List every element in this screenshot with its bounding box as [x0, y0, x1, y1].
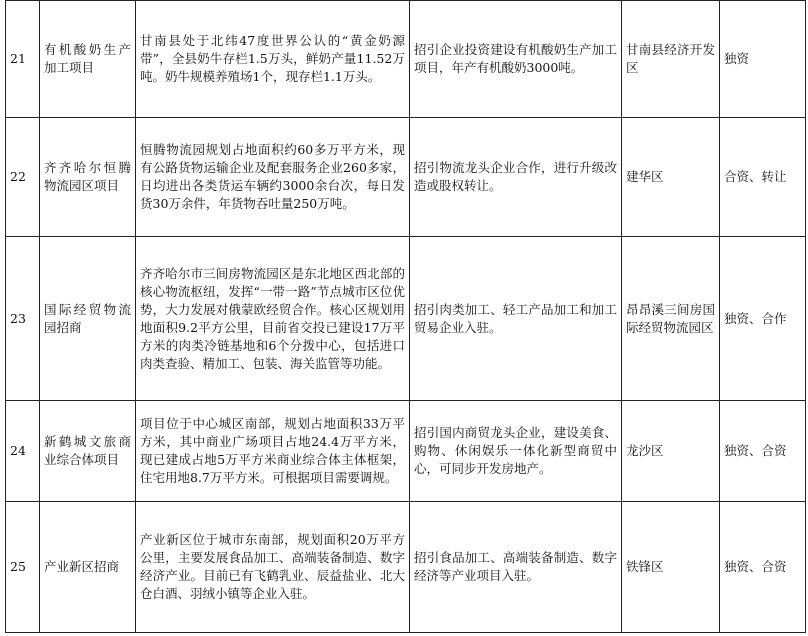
cooperation-mode: 合资、转让 [720, 118, 806, 237]
table-row [6, 401, 806, 502]
cooperation-mode: 独资、合资 [720, 502, 806, 633]
row-number: 21 [6, 1, 40, 118]
cooperation-mode: 独资、合作 [720, 237, 806, 401]
table-row [6, 502, 806, 633]
row-number: 23 [6, 237, 40, 401]
investment-content: 招引企业投资建设有机酸奶生产加工项目，年产有机酸奶3000吨。 [410, 1, 622, 118]
table-row [6, 1, 806, 118]
row-number: 25 [6, 502, 40, 633]
table-row [6, 118, 806, 237]
location: 铁锋区 [622, 502, 720, 633]
project-name: 国际经贸物流园招商 [40, 237, 136, 401]
row-number: 24 [6, 401, 40, 502]
project-description: 恒腾物流园规划占地面积约60多万平方米，现有公路货物运输企业及配套服务企业260多家，日均进出各类货运车辆约3000余台次，每日发货30万余件，年货物吞吐量250万吨。 [136, 118, 410, 237]
investment-content: 招引国内商贸龙头企业，建设美食、购物、休闲娱乐一体化新型商贸中心，可同步开发房地产。 [410, 401, 622, 502]
project-description: 齐齐哈尔市三间房物流园区是东北地区西北部的核心物流枢纽，发挥“一带一路”节点城市区位优势，大力发展对俄蒙欧经贸合作。核心区规划用地面积9.2平方公里，目前省交投已建设17万平方米的肉类冷链基地和6个分拨中心，包括进口肉类查验、精加工、包装、海关监管等功能。 [136, 237, 410, 401]
location: 甘南县经济开发区 [622, 1, 720, 118]
project-description: 甘南县处于北纬47度世界公认的“黄金奶源带”，全县奶牛存栏1.5万头，鲜奶产量11.52万吨。奶牛规模养殖场1个，现存栏1.1万头。 [136, 1, 410, 118]
investment-content: 招引肉类加工、轻工产品加工和加工贸易企业入驻。 [410, 237, 622, 401]
cooperation-mode: 独资、合资 [720, 401, 806, 502]
table-row [6, 237, 806, 401]
location: 龙沙区 [622, 401, 720, 502]
investment-content: 招引物流龙头企业合作，进行升级改造或股权转让。 [410, 118, 622, 237]
project-name: 新鹤城文旅商业综合体项目 [40, 401, 136, 502]
row-number: 22 [6, 118, 40, 237]
project-name: 齐齐哈尔恒腾物流园区项目 [40, 118, 136, 237]
project-name: 产业新区招商 [40, 502, 136, 633]
project-description: 产业新区位于城市东南部，规划面积20万平方公里，主要发展食品加工、高端装备制造、数字经济产业。目前已有飞鹤乳业、辰益盐业、北大仓白酒、羽绒小镇等企业入驻。 [136, 502, 410, 633]
project-name: 有机酸奶生产加工项目 [40, 1, 136, 118]
project-table [5, 0, 806, 633]
location: 建华区 [622, 118, 720, 237]
location: 昂昂溪三间房国际经贸物流园区 [622, 237, 720, 401]
investment-content: 招引食品加工、高端装备制造、数字经济等产业项目入驻。 [410, 502, 622, 633]
project-description: 项目位于中心城区南部，规划占地面积33万平方米，其中商业广场项目占地24.4万平方米，现已建成占地5万平方米商业综合体主体框架，住宅用地8.7万平方米。可根据项目需要调规。 [136, 401, 410, 502]
cooperation-mode: 独资 [720, 1, 806, 118]
